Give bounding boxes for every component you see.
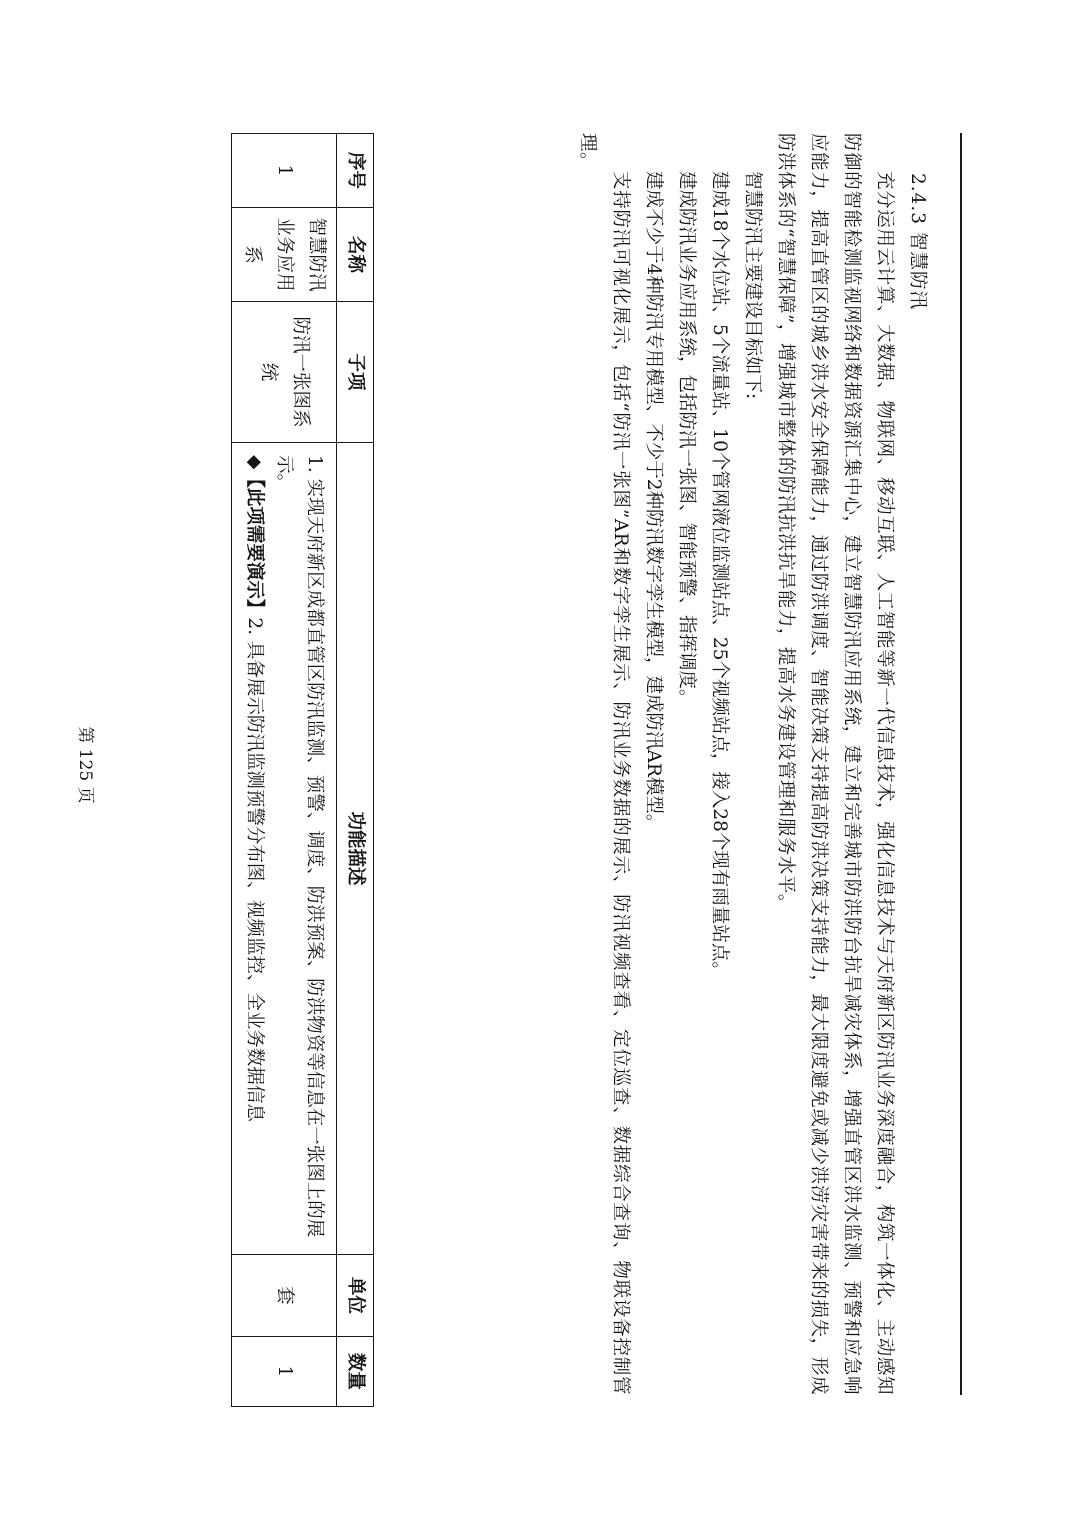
cell-sub: 防汛一张图系统	[232, 301, 337, 442]
header-desc: 功能描述	[337, 443, 374, 1255]
cell-qty: 1	[232, 1336, 337, 1406]
desc-item-2-text: 2. 具备展示防汛监测预警分布图、视频监控、全业务数据信息	[244, 617, 265, 1122]
header-no: 序号	[337, 134, 374, 208]
goals-intro: 智慧防汛主要建设目标如下:	[742, 171, 763, 400]
table-row	[232, 134, 337, 1407]
section-heading: 2.4.3 智慧防汛	[907, 173, 928, 310]
desc-item-2	[239, 455, 269, 1242]
demo-required-marker: ◆【此项需要演示】	[244, 455, 265, 618]
header-name: 名称	[337, 208, 374, 302]
table-header-row	[337, 134, 374, 1407]
goal-item-models: 建成不少于4种防汛专用模型、不少于2种防汛数字孪生模型，建成防汛AR模型。	[643, 171, 664, 833]
section-body	[571, 133, 934, 1395]
goal-item-stations: 建成18个水位站、5个流量站、10个管网液位监测站点、25个视频站点，接入28个现有雨量站点。	[709, 171, 730, 980]
header-sub: 子项	[337, 301, 374, 442]
cell-name: 智慧防汛业务应用系	[232, 208, 337, 302]
desc-item-1: 1. 实现天府新区成都直管区防汛监测、预警、调度、防洪预案、防洪物资等信息在一张图上的展示。	[274, 455, 325, 1238]
header-rule	[960, 133, 962, 1395]
header-unit: 单位	[337, 1254, 374, 1336]
header-qty: 数量	[337, 1336, 374, 1406]
goal-item-visualization: 支持防汛可视化展示，包括“防汛一张图”AR和数字孪生展示、防汛业务数据的展示、防汛视频查看、定位巡查、数据综合查询、物联设备控制管理。	[577, 133, 631, 1395]
goal-item-application: 建成防汛业务应用系统，包括防汛一张图、智能预警、指挥调度。	[676, 171, 697, 708]
spec-table	[231, 133, 374, 1407]
cell-unit: 套	[232, 1254, 337, 1336]
page-number: 第 125 页	[75, 726, 95, 804]
intro-paragraph: 充分运用云计算、大数据、物联网、移动互联、人工智能等新一代信息技术，强化信息技术与天府新区防汛业务深度融合，构筑一体化、主动感知防御的智能检测监视网络和数据资源汇集中心，建立智慧防汛应用系统，建立和完善城市防洪防台抗旱减灾体系，增强直管区洪水监测、预警和应急响应能力，提高直管区的城乡洪水安全保障能力，通过防洪调度、智能决策支持提高防洪决策支持能力，最大限度避免或减少洪涝灾害带来的损失，形成防洪体系的“智慧保障”，增强城市整体的防汛抗洪抗旱能力，提高水务建设管理和服务水平。	[775, 133, 895, 1395]
cell-desc	[232, 443, 337, 1255]
cell-no: 1	[232, 134, 337, 208]
